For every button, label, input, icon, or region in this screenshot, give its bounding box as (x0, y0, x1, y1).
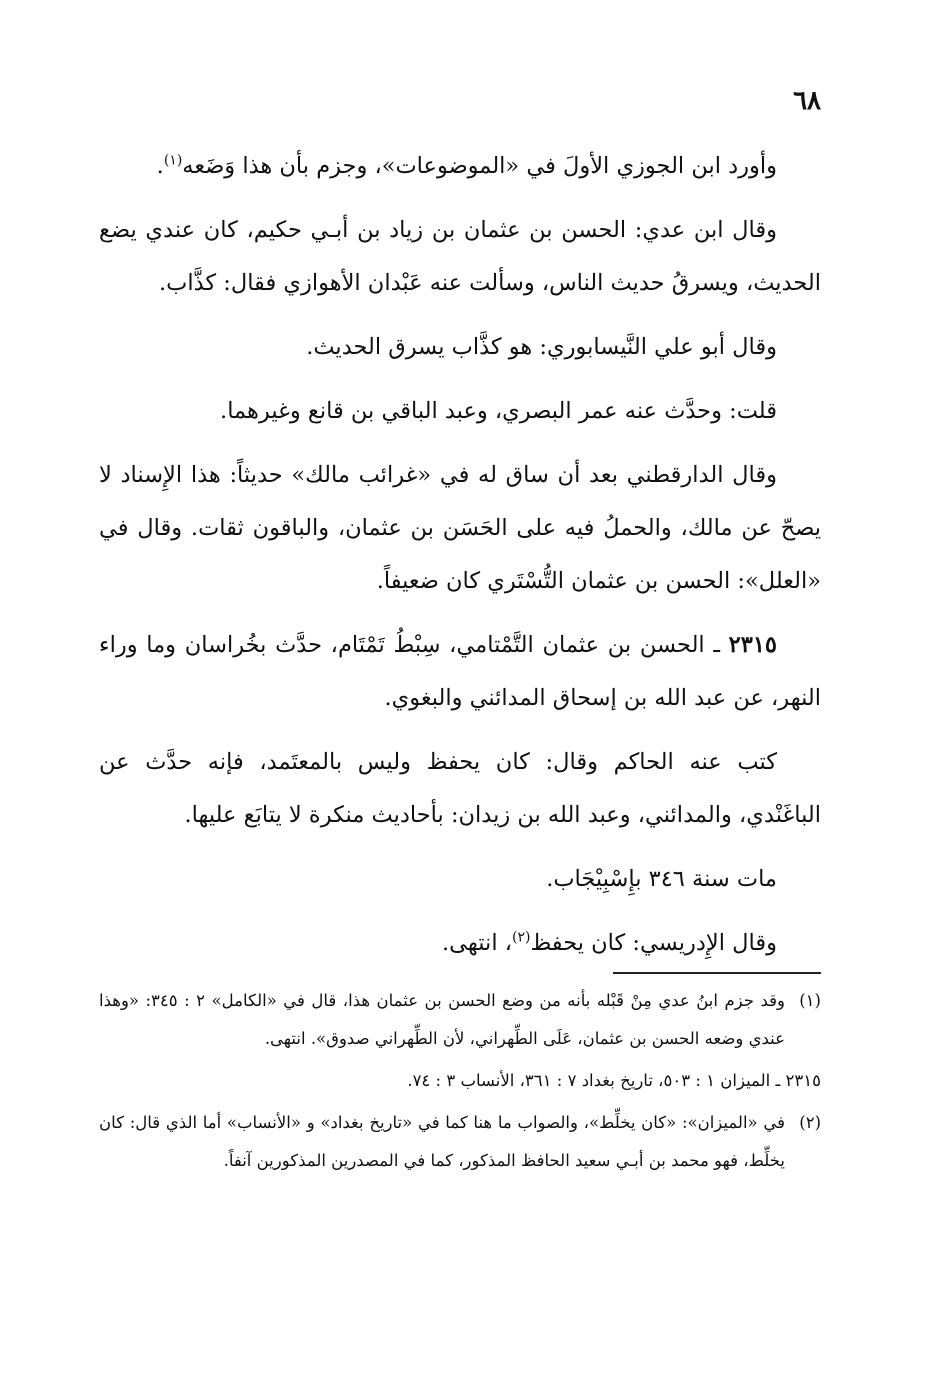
paragraph-tail: . (156, 153, 164, 179)
paragraph (99, 917, 821, 970)
main-text (99, 140, 821, 981)
footnote-separator (613, 972, 821, 974)
entry-paragraph (99, 619, 821, 725)
footnote-text: وقد جزم ابنُ عدي مِنْ قَبْله بأنه من وضع الحسن بن عثمان هذا، قال في «الكامل» ٢ : ٣٤٥: «وهذا عندي وضعه الحسن بن عثمان، عَلَى الطِّهراني، لأن الطِّهراني صدوق». انتهى. (99, 991, 785, 1048)
paragraph-tail: ، انتهى. (441, 930, 512, 956)
footnote-text: في «الميزان»: «كان يخلِّط»، والصواب ما هنا كما في «تاريخ بغداد» و «الأنساب» أما الذي قال: كان يخلِّط، فهو محمد بن أبـي سعيد الحافظ المذكور، كما في المصدرين المذكورين آنفاً. (99, 1113, 785, 1170)
footnote-number: (٢) (799, 1113, 821, 1132)
footnotes (99, 982, 821, 1184)
footnote-marker[interactable]: (٢) (511, 929, 531, 946)
paragraph: وقال أبو علي النَّيسابوري: هو كذَّاب يسرق الحديث. (306, 334, 777, 360)
entry-number: ٢٣١٥ (728, 632, 778, 658)
paragraph-text: وقال الإِدريسي: كان يحفظ (530, 930, 777, 956)
footnote (99, 982, 821, 1058)
paragraph: وقال ابن عدي: الحسن بن عثمان بن زياد بن أبـي حكيم، كان عندي يضع الحديث، ويسرقُ حديث الناس، وسألت عنه عَبْدان الأهوازي فقال: كذَّاب. (99, 217, 821, 296)
footnote-sources: ٢٣١٥ ـ الميزان ١ : ٥٠٣، تاريخ بغداد ٧ : ٣٦١، الأنساب ٣ : ٧٤. (407, 1071, 821, 1090)
paragraph (99, 140, 821, 193)
footnote-number: (١) (799, 991, 821, 1010)
footnote (99, 1104, 821, 1180)
footnote-marker[interactable]: (١) (163, 152, 183, 169)
paragraph: كتب عنه الحاكم وقال: كان يحفظ وليس بالمعتَمد، فإنه حدَّث عن الباغَنْدي، والمدائني، وعبد الله بن زيدان: بأحاديث منكرة لا يتابَع عليها. (99, 749, 821, 828)
paragraph-text: وأورد ابن الجوزي الأولَ في «الموضوعات»، وجزم بأن هذا وَضَعه (182, 153, 777, 179)
paragraph: قلت: وحدَّث عنه عمر البصري، وعبد الباقي بن قانع وغيرهما. (220, 398, 777, 424)
page-number: ٦٨ (793, 86, 821, 116)
paragraph: مات سنة ٣٤٦ بإِسْبِيْجَاب. (546, 866, 777, 892)
paragraph-text: ـ الحسن بن عثمان التَّمْتامي، سِبْطُ تَمْتَام، حدَّث بخُراسان وما وراء النهر، عن عبد الله بن إسحاق المدائني والبغوي. (99, 632, 821, 711)
paragraph: وقال الدارقطني بعد أن ساق له في «غرائب مالك» حديثاً: هذا الإِسناد لا يصحّ عن مالك، والحملُ فيه على الحَسَن بن عثمان، والباقون ثقات. وقال في «العلل»: الحسن بن عثمان التُّسْتَري كان ضعيفاً. (99, 462, 821, 594)
